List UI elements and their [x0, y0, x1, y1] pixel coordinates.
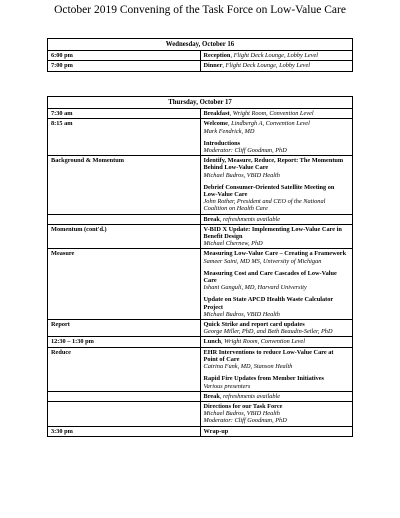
session-cell — [200, 109, 353, 119]
session-cell — [200, 61, 353, 71]
session-block — [204, 140, 350, 154]
thursday-schedule-table — [47, 96, 353, 437]
session-cell — [200, 391, 353, 401]
session-block — [204, 157, 350, 179]
session-location: , Wright Room, Convention Level — [229, 110, 314, 118]
session-cell — [200, 156, 353, 214]
session-title: Directions for our Task Force — [203, 402, 283, 410]
time-cell: 7:00 pm — [48, 61, 201, 71]
page-title: October 2019 Convening of the Task Force on Low-Value Care — [54, 4, 346, 16]
session-cell — [200, 224, 353, 249]
session-title: Measuring Cost and Care Cascades of Low-Value Care — [203, 269, 337, 285]
time-cell: Background & Momentum — [48, 156, 201, 214]
session-presenter: John Rother, President and CEO of the National Coalition on Health Care — [203, 198, 326, 213]
table-header-row — [48, 39, 353, 51]
table-row — [48, 224, 353, 249]
session-title: Identify, Measure, Reduce, Report: The Momentum Behind Low-Value Care — [203, 157, 344, 172]
time-cell: 7:30 am — [48, 109, 201, 119]
session-block — [204, 428, 350, 435]
table-row — [48, 156, 353, 214]
time-cell: Report — [48, 320, 201, 337]
day-header: Wednesday, October 16 — [48, 39, 353, 51]
session-cell — [200, 249, 353, 320]
session-location: , refreshments available — [219, 215, 281, 223]
time-cell: 12:30 – 1:30 pm — [48, 337, 201, 347]
session-title: Break — [203, 215, 220, 223]
session-block — [204, 338, 350, 345]
session-presenter: Moderator: Cliff Goodman, PhD — [203, 417, 287, 425]
session-presenter: Moderator: Cliff Goodman, PhD — [203, 147, 287, 155]
table-header-row — [48, 97, 353, 109]
session-cell — [200, 347, 353, 391]
time-cell: 6:00 pm — [48, 51, 201, 61]
session-title: Rapid Fire Updates from Member Initiatives — [203, 375, 325, 383]
session-cell — [200, 119, 353, 156]
time-cell: 3:30 pm — [48, 426, 201, 436]
session-block — [204, 120, 350, 134]
session-location: , Flight Deck Lounge, Lobby Level — [230, 52, 319, 60]
session-title: Introductions — [203, 139, 241, 147]
session-presenter: Michael Chernew, PhD — [203, 240, 263, 248]
session-presenter: Michael Budros, VBID Health — [203, 171, 280, 179]
session-cell — [200, 401, 353, 426]
session-presenter: Various presenters — [203, 382, 251, 390]
table-row — [48, 51, 353, 61]
session-block — [204, 216, 350, 223]
session-presenter: Michael Budros, VBID Health — [203, 310, 280, 318]
session-title: Break — [203, 392, 220, 400]
table-row — [48, 320, 353, 337]
session-presenter: Catrina Funk, MD, Stanson Health — [203, 363, 293, 371]
session-block — [204, 296, 350, 318]
session-block — [204, 250, 350, 264]
session-block — [204, 349, 350, 371]
time-cell: Reduce — [48, 347, 201, 391]
table-row — [48, 109, 353, 119]
session-title: Dinner — [203, 62, 223, 70]
session-block — [204, 403, 350, 425]
table-row — [48, 391, 353, 401]
session-location: , refreshments available — [219, 392, 281, 400]
session-title: Reception — [203, 52, 231, 60]
session-cell — [200, 214, 353, 224]
session-title: Measuring Low-Value Care – Creating a Framework — [203, 250, 347, 258]
session-title: Update on State APCD Health Waste Calculator Project — [203, 296, 334, 311]
session-title: Lunch — [203, 338, 222, 346]
session-cell — [200, 51, 353, 61]
table-row — [48, 347, 353, 391]
session-title: Breakfast — [203, 110, 230, 118]
session-presenter: George Miller, PhD, and Beth Beaudin-Seiler, PhD — [203, 328, 333, 336]
session-location: , Flight Deck Lounge, Lobby Level — [222, 62, 311, 70]
table-row — [48, 61, 353, 71]
session-location: , Lindbergh A, Convention Level — [227, 120, 310, 128]
session-presenter: Michael Budros, VBID Health — [203, 410, 280, 418]
session-title: Debrief Consumer-Oriented Satellite Meeting on Low-Value Care — [203, 183, 335, 199]
session-title: Welcome — [203, 120, 228, 128]
session-location: , Wright Room, Convention Level — [221, 338, 305, 346]
table-row — [48, 426, 353, 436]
time-cell — [48, 214, 201, 224]
session-cell — [200, 426, 353, 436]
session-block — [204, 110, 350, 117]
session-cell — [200, 320, 353, 337]
session-block — [204, 375, 350, 389]
time-cell — [48, 391, 201, 401]
table-row — [48, 401, 353, 426]
session-title: Wrap-up — [203, 427, 229, 435]
table-row — [48, 249, 353, 320]
time-cell — [48, 401, 201, 426]
session-presenter: Sameer Saini, MD MS, University of Michigan — [203, 257, 322, 265]
session-presenter: Ishani Ganguli, MD, Harvard University — [203, 284, 307, 292]
session-title: V-BID X Update: Implementing Low-Value Care in Benefit Design — [203, 225, 342, 241]
day-header: Thursday, October 17 — [48, 97, 353, 109]
session-cell — [200, 337, 353, 347]
time-cell: Momentum (cont'd.) — [48, 224, 201, 249]
wednesday-schedule-table — [47, 38, 353, 72]
session-block — [204, 270, 350, 292]
table-row — [48, 214, 353, 224]
table-row — [48, 337, 353, 347]
session-block — [204, 393, 350, 400]
session-presenter: Mark Fendrick, MD — [203, 127, 255, 135]
session-block — [204, 184, 350, 213]
session-block — [204, 226, 350, 248]
session-title: EHR Interventions to reduce Low-Value Care at Point of Care — [203, 348, 334, 363]
time-cell: Measure — [48, 249, 201, 320]
session-title: Quick Strike and report card updates — [203, 321, 305, 329]
table-row — [48, 119, 353, 156]
time-cell: 8:15 am — [48, 119, 201, 156]
session-block — [204, 321, 350, 335]
